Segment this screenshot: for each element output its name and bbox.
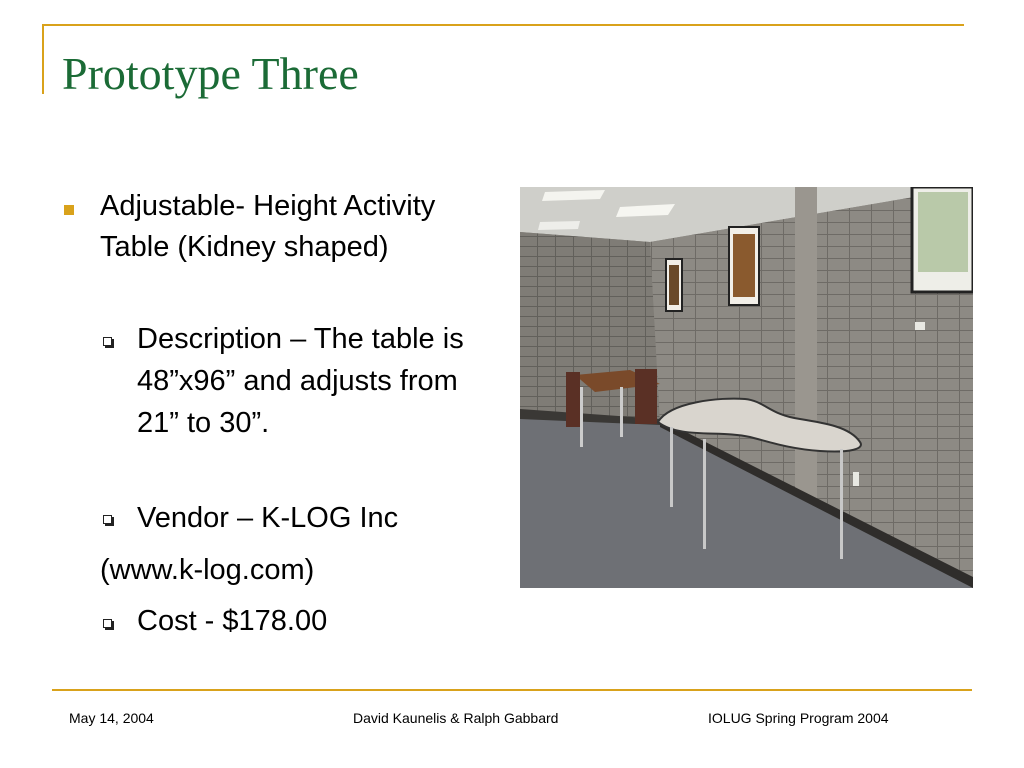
checkbox-bullet-icon — [103, 337, 112, 346]
slide-title: Prototype Three — [62, 48, 359, 99]
checkbox-bullet-icon — [103, 619, 112, 628]
square-bullet-icon — [64, 205, 74, 215]
table-photo — [520, 187, 973, 588]
footer-rule — [52, 689, 972, 691]
sub-item-vendor: Vendor – K-LOG Inc — [137, 502, 399, 534]
footer-date: May 14, 2004 — [69, 710, 154, 726]
title-frame-top-rule — [42, 24, 964, 26]
sub-item-description: Description – The table is 48”x96” and adjusts from 21” to 30”. — [137, 323, 464, 439]
sub-item-cost: Cost - $178.00 — [137, 605, 328, 637]
checkbox-bullet-icon — [103, 515, 112, 524]
vendor-url-text: (www.k-log.com) — [100, 554, 315, 586]
table-photo-illustration — [520, 187, 973, 588]
title-frame-left-rule — [42, 24, 44, 94]
bullet-main-text: Adjustable- Height Activity Table (Kidney shaped) — [100, 190, 436, 263]
footer-event: IOLUG Spring Program 2004 — [708, 710, 889, 726]
footer-authors: David Kaunelis & Ralph Gabbard — [353, 710, 559, 726]
